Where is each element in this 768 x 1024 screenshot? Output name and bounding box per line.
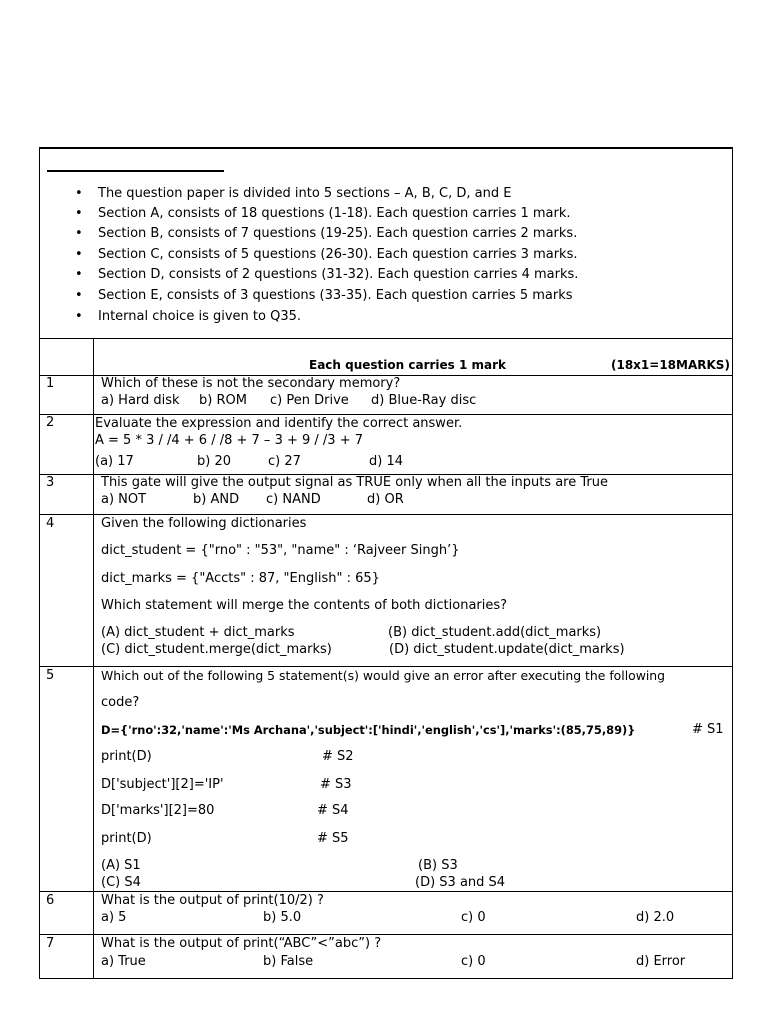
option-b: (B) S3	[418, 858, 458, 873]
question-number: 3	[46, 475, 55, 490]
option-c: c) NAND	[266, 492, 321, 507]
option-d: d) 14	[369, 454, 403, 469]
option-b: (B) dict_student.add(dict_marks)	[388, 625, 602, 640]
question-text: What is the output of print(10/2) ?	[101, 893, 324, 908]
option-d: d) Blue-Ray disc	[371, 393, 477, 408]
question-text: This gate will give the output signal as TRUE only when all the inputs are True	[101, 475, 608, 490]
instruction-item: Internal choice is given to Q35.	[98, 309, 301, 324]
question-number: 5	[46, 668, 55, 683]
outer-border-right	[732, 147, 733, 979]
option-c: c) 27	[268, 454, 301, 469]
option-c: (C) S4	[101, 875, 141, 890]
outer-border-left	[39, 147, 40, 979]
code-line: print(D)	[101, 749, 152, 764]
question-number: 2	[46, 415, 55, 430]
code-tag: # S5	[317, 831, 349, 846]
question-expression: A = 5 * 3 / /4 + 6 / /8 + 7 – 3 + 9 / /3 + 7	[95, 433, 363, 448]
option-a: a) 5	[101, 910, 127, 925]
option-a: a) Hard disk	[101, 393, 180, 408]
option-b: b) ROM	[199, 393, 247, 408]
instruction-item: Section D, consists of 2 questions (31-32). Each question carries 4 marks.	[98, 267, 579, 282]
question-text: Which out of the following 5 statement(s) would give an error after executing the following	[101, 668, 666, 683]
instruction-item: The question paper is divided into 5 sections – A, B, C, D, and E	[98, 186, 512, 201]
code-line: print(D)	[101, 831, 152, 846]
option-d: d) OR	[367, 492, 404, 507]
row-divider	[39, 338, 733, 339]
row-divider	[39, 666, 733, 667]
question-number: 7	[46, 936, 55, 951]
code-line: D={'rno':32,'name':'Ms Archana','subject':['hindi','english','cs'],'marks':(85,75,89)}	[101, 723, 636, 737]
outer-border-bottom	[39, 978, 733, 979]
code-tag: # S4	[317, 803, 349, 818]
option-d: (D) S3 and S4	[415, 875, 506, 890]
question-number: 1	[46, 376, 55, 391]
option-c: c) 0	[461, 910, 486, 925]
option-b: b) 20	[197, 454, 231, 469]
option-a: a) NOT	[101, 492, 147, 507]
question-number: 4	[46, 516, 55, 531]
section-note: Each question carries 1 mark	[309, 358, 507, 372]
row-divider	[39, 891, 733, 892]
option-b: b) 5.0	[263, 910, 302, 925]
code-line: dict_student = {"rno" : "53", "name" : ‘Rajveer Singh’}	[101, 543, 460, 558]
option-c: c) 0	[461, 954, 486, 969]
code-line: D['subject'][2]='IP'	[101, 777, 224, 792]
question-number: 6	[46, 893, 55, 908]
outer-border-top	[39, 147, 733, 149]
instruction-item: Section E, consists of 3 questions (33-35). Each question carries 5 marks	[98, 288, 573, 303]
instructions-underline	[47, 170, 224, 172]
instruction-item: Section B, consists of 7 questions (19-25). Each question carries 2 marks.	[98, 226, 578, 241]
code-tag: # S3	[320, 777, 352, 792]
option-a: (A) S1	[101, 858, 141, 873]
question-text: Evaluate the expression and identify the correct answer.	[95, 416, 463, 431]
code-line: dict_marks = {"Accts" : 87, "English" : 65}	[101, 571, 380, 586]
option-a: (a) 17	[95, 454, 134, 469]
code-line: D['marks'][2]=80	[101, 803, 215, 818]
option-b: b) AND	[193, 492, 240, 507]
section-marks: (18x1=18MARKS)	[611, 358, 730, 372]
question-text-continued: code?	[101, 695, 140, 710]
option-a: a) True	[101, 954, 146, 969]
row-divider	[39, 514, 733, 515]
row-divider	[39, 934, 733, 935]
row-divider	[39, 414, 733, 415]
question-text: What is the output of print(“ABC”<”abc”) ?	[101, 936, 382, 951]
option-b: b) False	[263, 954, 314, 969]
option-a: (A) dict_student + dict_marks	[101, 625, 295, 640]
code-tag: # S1	[692, 722, 724, 737]
instruction-item: Section C, consists of 5 questions (26-30). Each question carries 3 marks.	[98, 247, 578, 262]
column-divider	[93, 338, 94, 979]
option-c: (C) dict_student.merge(dict_marks)	[101, 642, 332, 657]
question-prompt: Which statement will merge the contents of both dictionaries?	[101, 598, 508, 613]
option-d: d) 2.0	[636, 910, 675, 925]
option-d: (D) dict_student.update(dict_marks)	[389, 642, 625, 657]
question-text: Which of these is not the secondary memory?	[101, 376, 401, 391]
question-text: Given the following dictionaries	[101, 516, 307, 531]
instruction-item: Section A, consists of 18 questions (1-18). Each question carries 1 mark.	[98, 206, 571, 221]
option-d: d) Error	[636, 954, 686, 969]
option-c: c) Pen Drive	[270, 393, 349, 408]
code-tag: # S2	[322, 749, 354, 764]
